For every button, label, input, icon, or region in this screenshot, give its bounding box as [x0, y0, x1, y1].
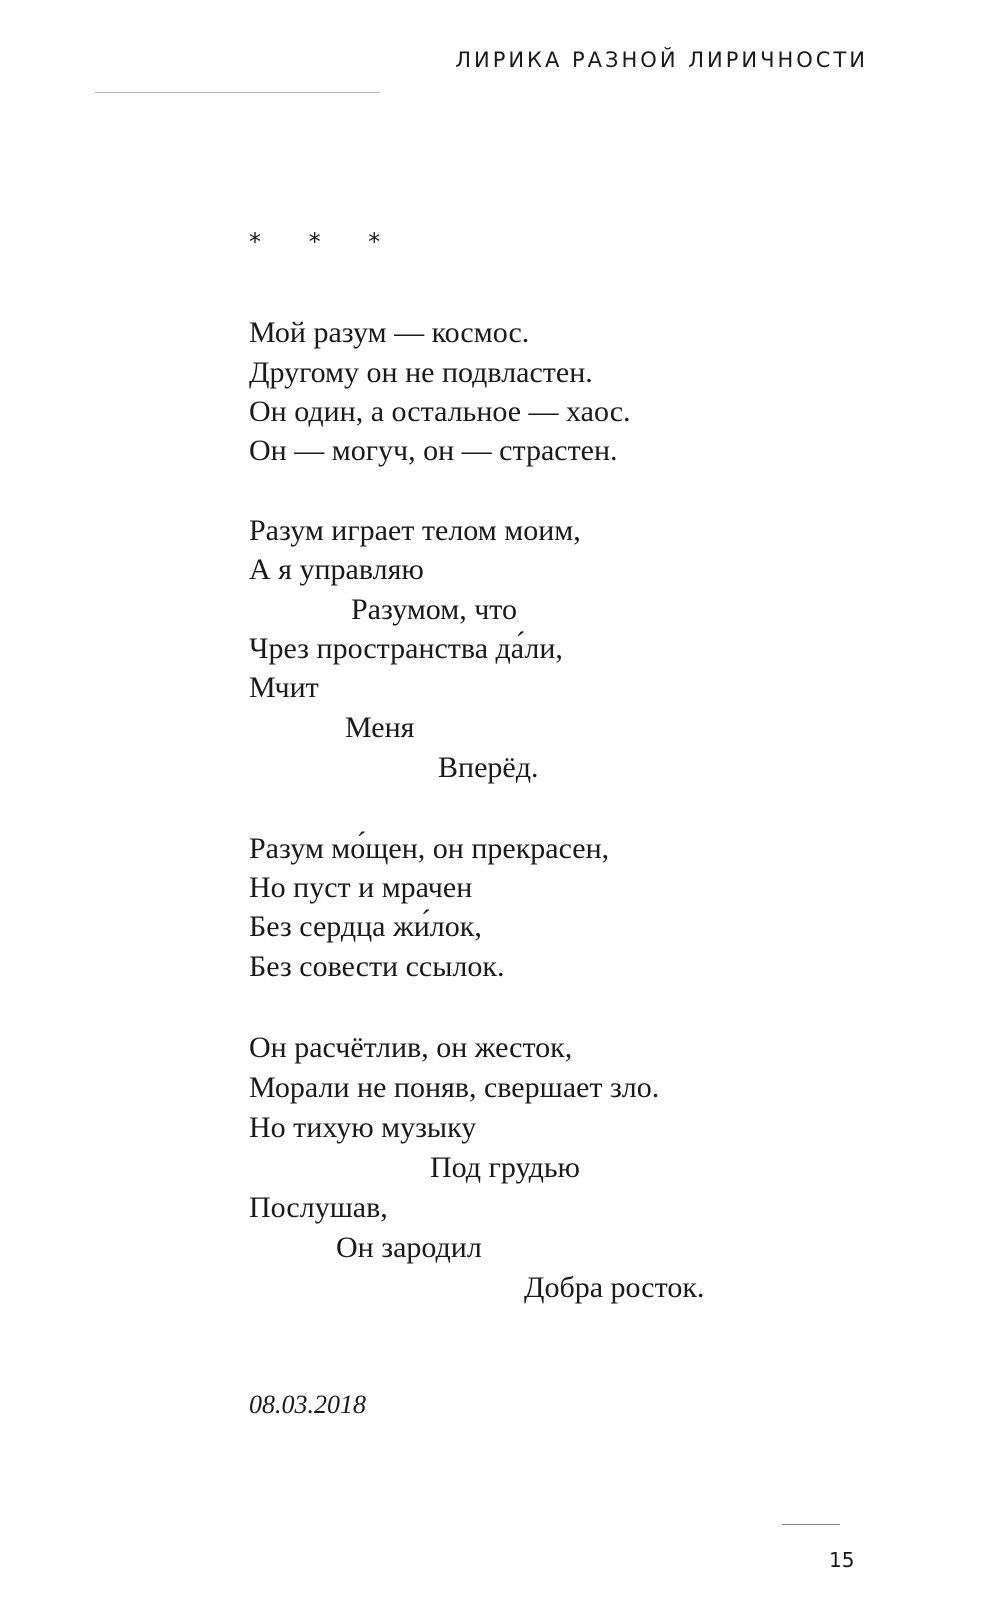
section-ornament: * * *: [249, 228, 401, 256]
poem-line: Он зародил: [336, 1231, 482, 1264]
poem-date: 08.03.2018: [249, 1390, 366, 1419]
poem-line: Разумом, что: [351, 593, 518, 626]
poem-line: Чрез пространства да́ли,: [249, 632, 563, 665]
footer-rule: [782, 1524, 840, 1525]
poem-line: Без сердца жи́лок,: [249, 910, 482, 943]
page-number: 15: [829, 1548, 855, 1572]
poem-line: Меня: [345, 711, 415, 744]
poem-line: Морали не поняв, свершает зло.: [249, 1071, 660, 1104]
poem-line: Но пуст и мрачен: [249, 871, 473, 904]
poem-line: Разум играет телом моим,: [249, 514, 581, 547]
poem-line: Под грудью: [430, 1151, 580, 1184]
poem-line: А я управляю: [249, 553, 424, 586]
poem-line: Добра росток.: [524, 1271, 705, 1304]
poem-line: Он расчётлив, он жесток,: [249, 1031, 573, 1064]
poem-line: Разум мо́щен, он прекрасен,: [249, 832, 610, 865]
running-head: ЛИРИКА РАЗНОЙ ЛИРИЧНОСТИ: [455, 48, 868, 72]
poem-line: Без совести ссылок.: [249, 950, 505, 983]
poem-line: Мчит: [249, 671, 319, 704]
poem-line: Он один, а остальное — хаос.: [249, 395, 631, 428]
poem-line: Он — могуч, он — страстен.: [249, 434, 618, 467]
poem-line: Вперёд.: [438, 751, 539, 784]
poem-line: Послушав,: [249, 1191, 388, 1224]
poem-line: Другому он не подвластен.: [249, 356, 593, 389]
poem-line: Мой разум — космос.: [249, 316, 530, 349]
poem-line: Но тихую музыку: [249, 1111, 477, 1144]
